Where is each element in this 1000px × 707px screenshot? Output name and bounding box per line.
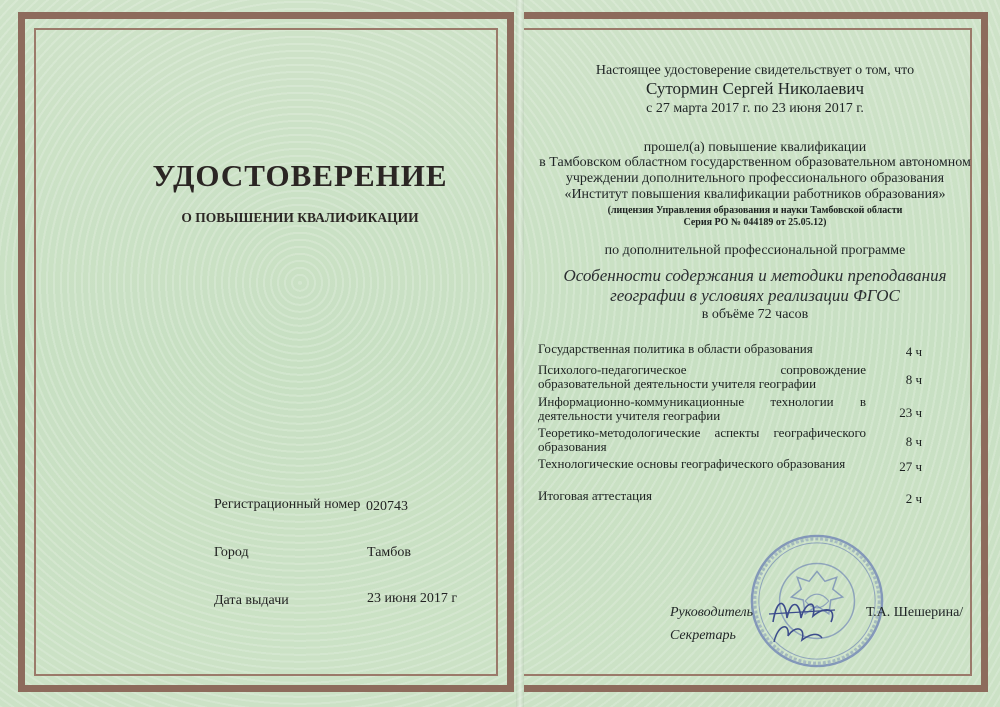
course-hours: 8 ч bbox=[905, 372, 922, 387]
course-name: Психолого-педагогическое сопровождение образовательной деятельности учителя географии bbox=[538, 362, 866, 391]
study-period: с 27 марта 2017 г. по 23 июня 2017 г. bbox=[646, 101, 864, 116]
institution-line-2: учреждении дополнительного профессионального образования bbox=[565, 171, 945, 186]
head-label: Руководитель bbox=[670, 605, 754, 620]
intro-text: Настоящее удостоверение свидетельствует о том, что bbox=[595, 63, 915, 78]
course-hours: 8 ч bbox=[905, 434, 922, 449]
left-frame-inner bbox=[34, 28, 498, 676]
course-hours: 4 ч bbox=[905, 344, 922, 359]
course-hours: 27 ч bbox=[899, 459, 922, 474]
secretary-label: Секретарь bbox=[670, 628, 736, 643]
city-value: Тамбов bbox=[367, 545, 412, 560]
issue-date-value: 23 июня 2017 г bbox=[367, 591, 458, 606]
institution-line-3: «Институт повышения квалификации работников образования» bbox=[564, 187, 946, 202]
course-hours: 23 ч bbox=[899, 405, 922, 420]
license-line-2: Серия РО № 044189 от 25.05.12) bbox=[683, 217, 827, 228]
course-name: Информационно-коммуникационные технологии в деятельности учителя географии bbox=[538, 394, 866, 423]
course-name: Технологические основы географического образования bbox=[538, 456, 846, 471]
secretary-signature-icon bbox=[768, 618, 828, 648]
certificate-subtitle: О ПОВЫШЕНИИ КВАЛИФИКАЦИИ bbox=[181, 210, 419, 225]
reg-number-label: Регистрационный номер bbox=[214, 497, 361, 512]
program-intro: по дополнительной профессиональной программе bbox=[604, 243, 906, 258]
head-name: Т.А. Шешерина/ bbox=[866, 605, 964, 620]
license-line-1: (лицензия Управления образования и науки Тамбовской области bbox=[607, 205, 903, 216]
course-hours: 2 ч bbox=[905, 491, 922, 506]
page-fold bbox=[516, 0, 524, 707]
course-name: Теоретико-методологические аспекты географического образования bbox=[538, 425, 866, 454]
program-title-line-2: географии в условиях реализации ФГОС bbox=[610, 286, 900, 305]
course-name: Итоговая аттестация bbox=[538, 488, 653, 503]
reg-number-value: 020743 bbox=[366, 499, 408, 514]
certificate-title: УДОСТОВЕРЕНИЕ bbox=[152, 158, 448, 193]
institution-line-1: в Тамбовском областном государственном образовательном автономном bbox=[539, 155, 971, 170]
city-label: Город bbox=[214, 545, 249, 560]
passed-text: прошел(а) повышение квалификации bbox=[643, 140, 867, 155]
program-volume: в объёме 72 часов bbox=[701, 307, 809, 322]
holder-name: Сутормин Сергей Николаевич bbox=[645, 79, 865, 98]
program-title-line-1: Особенности содержания и методики преподавания bbox=[563, 266, 947, 285]
course-name: Государственная политика в области образования bbox=[538, 341, 813, 356]
issue-date-label: Дата выдачи bbox=[214, 593, 289, 608]
